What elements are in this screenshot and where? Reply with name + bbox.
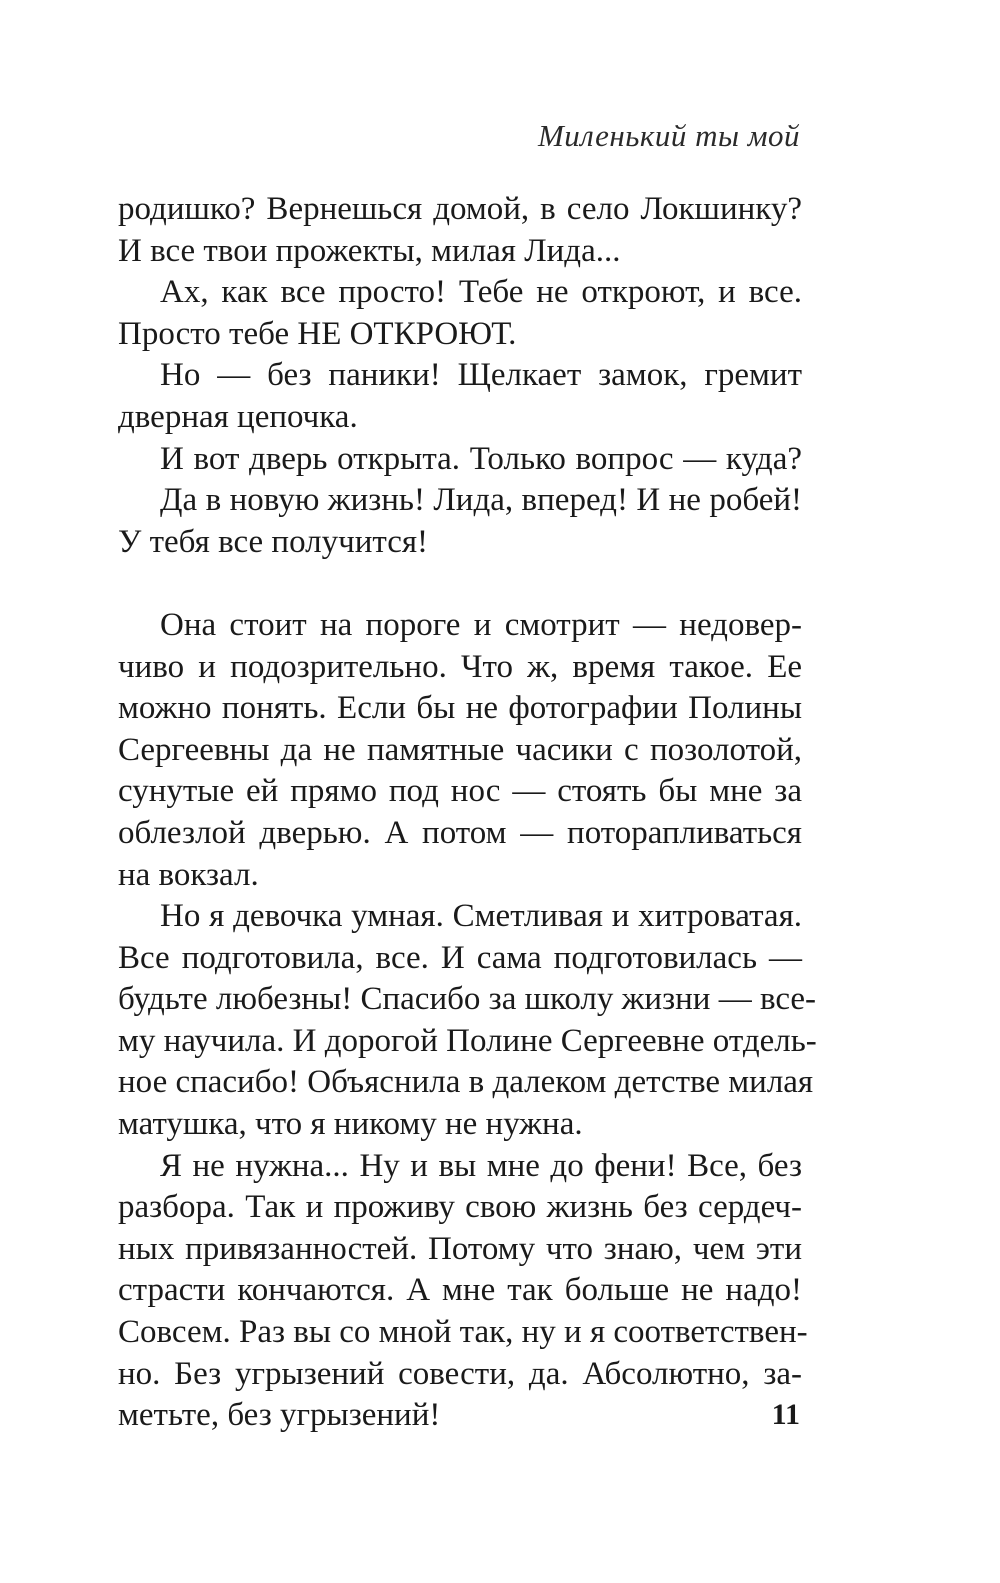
text-line: будьте любезны! Спасибо за школу жизни — все-: [118, 981, 817, 1018]
text-line: У тебя все получится!: [118, 523, 429, 560]
text-line: И все твои прожекты, милая Лида...: [118, 232, 621, 269]
text-line: И вот дверь открыта. Только вопрос — куда?: [160, 440, 802, 477]
blank-line: [118, 563, 802, 605]
text-line: му научила. И дорогой Полине Сергеевне отдель-: [118, 1022, 817, 1059]
text-line: Ах, как все просто! Тебе не откроют, и все.: [160, 274, 802, 311]
text-line: дверная цепочка.: [118, 398, 358, 435]
text-line: Но я девочка умная. Сметливая и хитроватая.: [160, 898, 802, 935]
text-line: Сергеевны да не памятные часики с позолотой,: [118, 731, 802, 768]
text-line: родишко? Вернешься домой, в село Локшинку?: [118, 191, 802, 227]
text-line: Все подготовила, все. И сама подготовилась —: [118, 939, 802, 976]
text-line: ных привязанностей. Потому что знаю, чем эти: [118, 1230, 802, 1267]
text-line: страсти кончаются. А мне так больше не надо!: [118, 1272, 802, 1309]
text-line: Но — без паники! Щелкает замок, гремит: [160, 357, 802, 394]
text-line: чиво и подозрительно. Что ж, время такое. Ее: [118, 648, 802, 685]
text-line: можно понять. Если бы не фотографии Полины: [118, 690, 802, 727]
text-line: матушка, что я никому не нужна.: [118, 1106, 583, 1143]
text-line: Да в новую жизнь! Лида, вперед! И не робей!: [160, 482, 802, 519]
running-head: Миленький ты мой: [537, 118, 800, 153]
text-line: метьте, без угрызений!: [118, 1397, 441, 1434]
text-line: ное спасибо! Объяснила в далеком детстве милая: [118, 1064, 814, 1101]
text-line: облезлой дверью. А потом — поторапливаться: [118, 814, 802, 851]
text-line: Она стоит на пороге и смотрит — недовер-: [160, 606, 802, 643]
text-line: Просто тебе НЕ ОТКРОЮТ.: [118, 315, 517, 352]
text-line: Совсем. Раз вы со мной так, ну и я соответствен-: [118, 1314, 808, 1351]
text-line: но. Без угрызений совести, да. Абсолютно, за-: [118, 1355, 802, 1392]
text-line: разбора. Так и проживу свою жизнь без сердеч-: [118, 1189, 802, 1226]
text-line: Я не нужна... Ну и вы мне до фени! Все, без: [160, 1147, 802, 1184]
text-line: сунутые ей прямо под нос — стоять бы мне за: [118, 773, 802, 810]
page-number: 11: [771, 1398, 800, 1431]
text-line: на вокзал.: [118, 856, 259, 893]
body-text: [118, 189, 817, 1437]
